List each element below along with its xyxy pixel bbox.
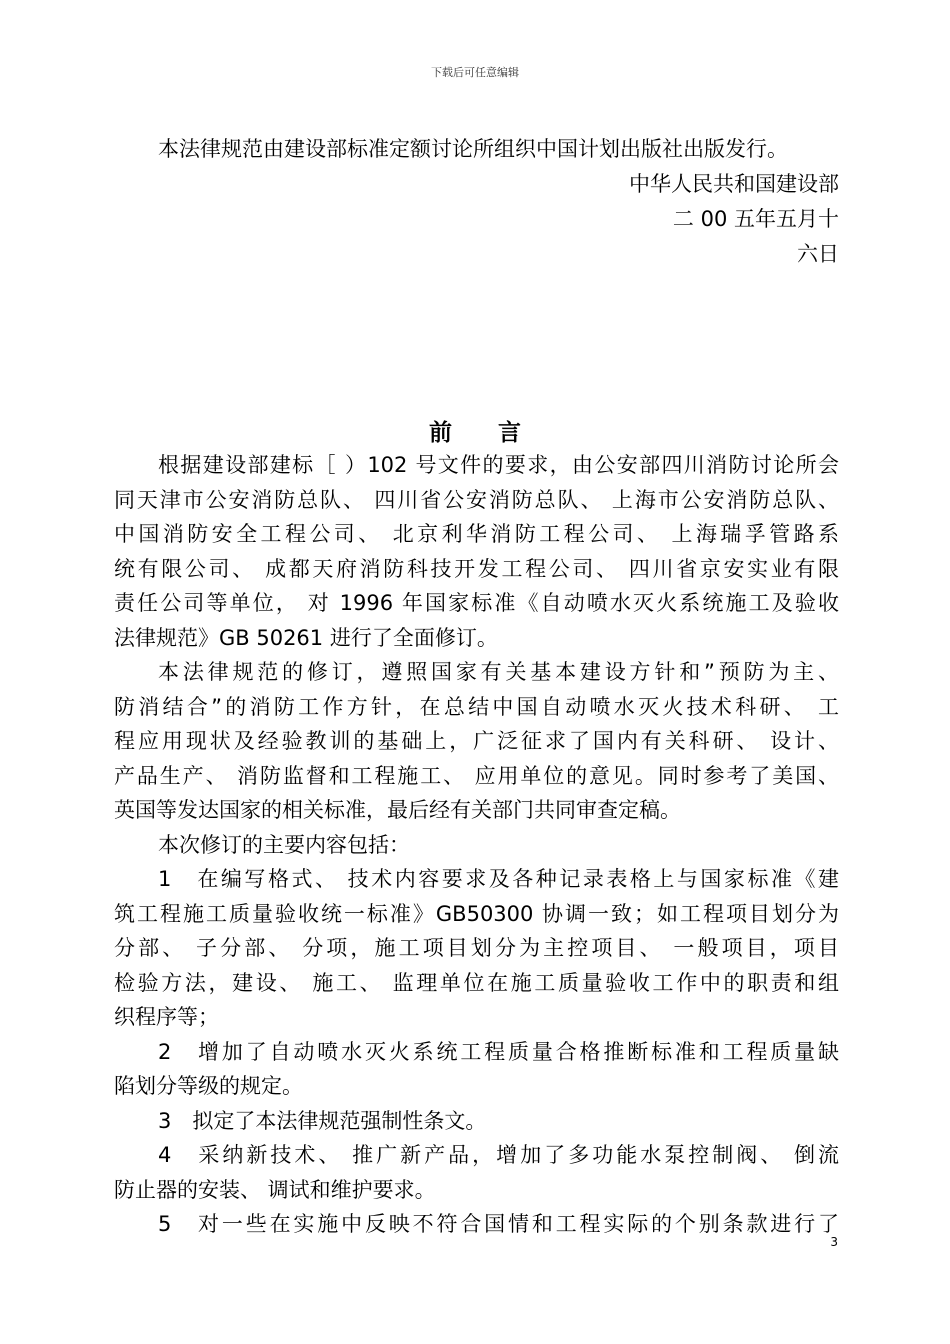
- foreword-body: [114, 448, 839, 1242]
- foreword-line: 防止器的安装、 调试和维护要求。: [114, 1177, 436, 1202]
- foreword-line: 防消结合”的消防工作方针，在总结中国自动喷水灭火技术科研、 工: [114, 694, 839, 719]
- foreword-line: 统有限公司、 成都天府消防科技开发工程公司、 四川省京安实业有限: [114, 556, 839, 581]
- issuer-name: 中华人民共和国建设部: [629, 172, 839, 196]
- foreword-line: 陷划分等级的规定。: [114, 1074, 303, 1098]
- foreword-line: 英国等发达国家的相关标准，最后经有关部门共同审查定稿。: [114, 798, 681, 822]
- foreword-line: 5 对一些在实施中反映不符合国情和工程实际的个别条款进行了: [158, 1212, 839, 1236]
- foreword-title: 前言: [429, 420, 567, 446]
- foreword-line: 织程序等；: [114, 1005, 219, 1029]
- foreword-line: 4 采纳新技术、 推广新产品，增加了多功能水泵控制阀、 倒流: [158, 1143, 839, 1167]
- page-header: 下载后可任意编辑: [431, 66, 519, 79]
- foreword-line: 分部、 子分部、 分项，施工项目划分为主控项目、 一般项目，项目: [114, 936, 839, 960]
- foreword-line: 责任公司等单位， 对 1996 年国家标准《自动喷水灭火系统施工及验收: [114, 591, 839, 615]
- foreword-line: 2 增加了自动喷水灭火系统工程质量合格推断标准和工程质量缺: [158, 1039, 839, 1064]
- foreword-line: 同天津市公安消防总队、 四川省公安消防总队、 上海市公安消防总队、: [114, 487, 839, 512]
- issue-date-line-1: 二 00 五年五月十: [672, 207, 839, 231]
- foreword-line: 程应用现状及经验教训的基础上，广泛征求了国内有关科研、 设计、: [114, 729, 839, 753]
- foreword-line: 根据建设部建标［ ）102 号文件的要求，由公安部四川消防讨论所会: [158, 453, 839, 477]
- foreword-line: 本法律规范的修订，遵照国家有关基本建设方针和”预防为主、: [158, 660, 839, 684]
- page-number: 3: [830, 1235, 838, 1249]
- foreword-line: 筑工程施工质量验收统一标准》GB50300 协调一致；如工程项目划分为: [114, 901, 839, 926]
- publication-statement: 本法律规范由建设部标准定额讨论所组织中国计划出版社出版发行。: [158, 137, 788, 161]
- foreword-line: 产品生产、 消防监督和工程施工、 应用单位的意见。同时参考了美国、: [114, 763, 839, 788]
- foreword-line: 1 在编写格式、 技术内容要求及各种记录表格上与国家标准《建: [158, 867, 839, 891]
- foreword-line: 本次修订的主要内容包括：: [158, 832, 410, 857]
- foreword-line: 3 拟定了本法律规范强制性条文。: [158, 1108, 487, 1133]
- foreword-line: 检验方法，建设、 施工、 监理单位在施工质量验收工作中的职责和组: [114, 970, 839, 995]
- foreword-line: 法律规范》GB 50261 进行了全面修订。: [114, 625, 498, 650]
- publication-block: [114, 132, 839, 272]
- foreword-line: 中国消防安全工程公司、 北京利华消防工程公司、 上海瑞孚管路系: [114, 522, 839, 546]
- issue-date-line-2: 六日: [797, 242, 839, 266]
